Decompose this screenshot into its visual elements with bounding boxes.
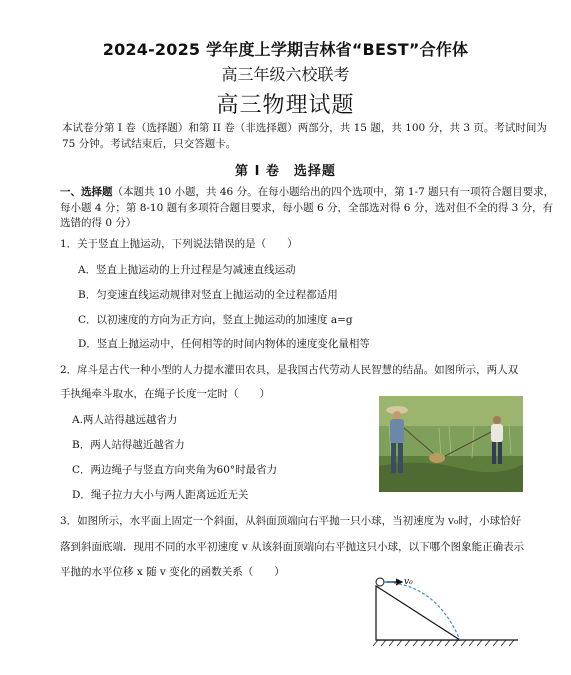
q2-option-b: B．两人站得越近越省力 bbox=[72, 439, 185, 451]
q2-option-d: D．绳子拉力大小与两人距离远近无关 bbox=[72, 489, 249, 501]
part-text: （本题共 10 小题，共 46 分。在每小题给出的四个选项中，第 1-7 题只有一项符合题目要求，每小题 4 分；第 8-10 题有多项符合题目要求，每小题 6 分，全部选对得 6 分，选对但不全的得 3 分，有选错的得 0 分） bbox=[60, 186, 555, 229]
q1-stem: 1．关于竖直上抛运动，下列说法错误的是（ ） bbox=[60, 238, 298, 250]
section-title: 第 I 卷 选择题 bbox=[235, 164, 336, 179]
part-label: 一、选择题 bbox=[60, 186, 113, 198]
incline-projectile-figure bbox=[356, 570, 521, 652]
part-instructions bbox=[60, 185, 560, 232]
incline-diagram bbox=[356, 570, 521, 652]
q3-line2: 落到斜面底端．现用不同的水平初速度 v 从该斜面顶端向右平抛这只小球，以下哪个图象能正确表示 bbox=[60, 541, 525, 553]
exam-title-line1: 2024-2025 学年度上学期吉林省“BEST”合作体 bbox=[102, 40, 469, 59]
q1-option-c: C．以初速度的方向为正方向，竖直上抛运动的加速度 a=g bbox=[78, 314, 353, 326]
irrigation-photo-drawing bbox=[379, 396, 523, 492]
q1-option-a: A．竖直上抛运动的上升过程是匀减速直线运动 bbox=[78, 264, 296, 276]
q2-option-c: C．两边绳子与竖直方向夹角为60°时最省力 bbox=[72, 464, 278, 476]
q1-option-b: B．匀变速直线运动规律对竖直上抛运动的全过程都适用 bbox=[78, 289, 338, 301]
q2-stem-line2: 手执绳牵斗取水，在绳子长度一定时（ ） bbox=[60, 388, 270, 400]
irrigation-photo bbox=[379, 396, 523, 492]
q2-option-a: A.两人站得越远越省力 bbox=[72, 414, 178, 426]
exam-instructions: 本试卷分第 I 卷（选择题）和第 II 卷（非选择题）两部分，共 15 题，共 100 分，共 3 页。考试时间为 75 分钟。考试结束后，只交答题卡。 bbox=[62, 122, 547, 150]
exam-subject-title: 高三物理试题 bbox=[216, 93, 355, 118]
exam-title-line2: 高三年级六校联考 bbox=[221, 65, 350, 84]
q1-option-d: D．竖直上抛运动中，任何相等的时间内物体的速度变化量相等 bbox=[78, 338, 370, 350]
q3-line3: 平抛的水平位移 x 随 v 变化的函数关系（ ） bbox=[60, 566, 285, 578]
q2-stem-line1: 2．戽斗是古代一种小型的人力提水灌田农具，是我国古代劳动人民智慧的结晶。如图所示，两人双 bbox=[60, 364, 519, 376]
q3-line1: 3．如图所示，水平面上固定一个斜面，从斜面顶端向右平抛一只小球，当初速度为 v₀时，小球恰好 bbox=[60, 515, 522, 527]
velocity-label: v₀ bbox=[404, 577, 413, 587]
